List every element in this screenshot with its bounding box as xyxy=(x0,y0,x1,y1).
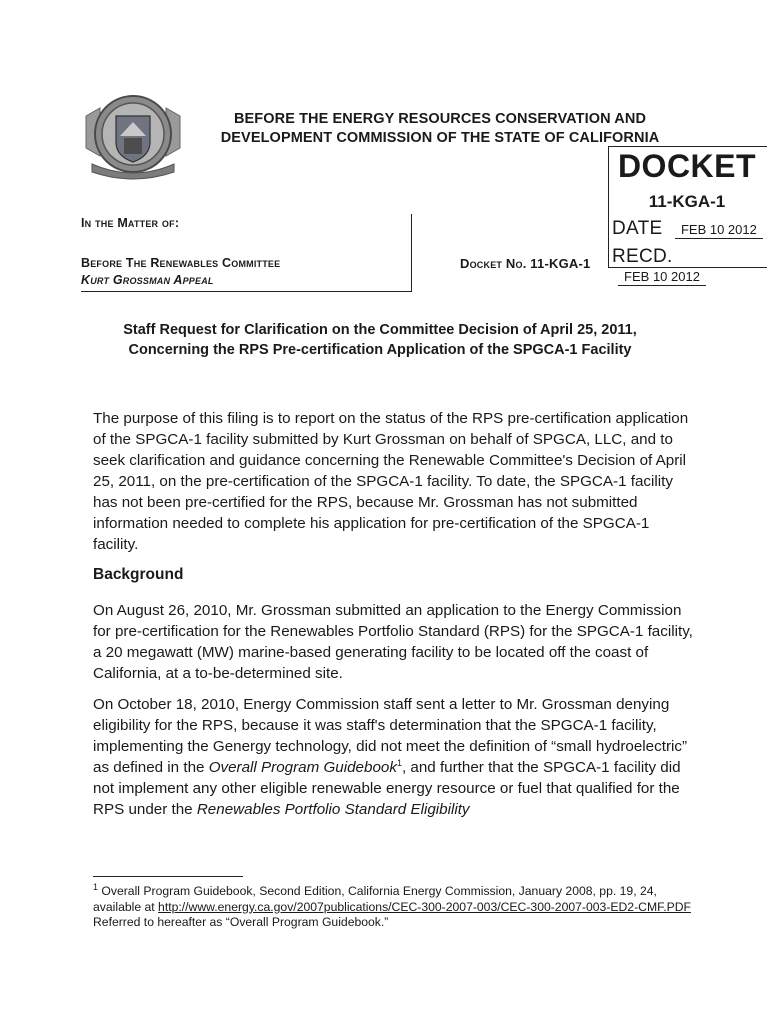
para3-italic-guidebook: Overall Program Guidebook xyxy=(208,759,397,776)
para3-text-b: , and further that the SPGCA-1 facility did not implement any other eligible renewable energy resource or fuel that qualified for the RPS under the xyxy=(93,759,681,818)
state-seal-logo xyxy=(78,86,188,184)
docket-recd-row xyxy=(612,246,770,286)
background-text-2 xyxy=(93,694,693,820)
kurt-grossman-appeal: Kurt Grossman Appeal xyxy=(81,273,214,287)
intro-paragraph xyxy=(93,408,693,555)
docket-date-value: FEB 10 2012 xyxy=(675,222,763,239)
commission-header xyxy=(200,110,680,148)
docket-recd-value: FEB 10 2012 xyxy=(618,269,706,286)
background-text-1: On August 26, 2010, Mr. Grossman submitted an application to the Energy Commission for pre-certification for the Renewables Portfolio Standard (RPS) for the SPGCA-1 facility, a 20 megawatt (MW) marine-based generating facility to be located off the coast of California, at a to-be-determined site. xyxy=(93,602,693,682)
para3-italic-rps: Renewables Portfolio Standard Eligibility xyxy=(196,801,470,818)
title-line-2: Concerning the RPS Pre-certification Application of the SPGCA-1 Facility xyxy=(128,342,632,358)
footnote-rule xyxy=(93,876,243,877)
docket-date-row xyxy=(612,218,763,240)
footnote-number: 1 xyxy=(93,881,99,892)
footnote-after: Referred to hereafter as “Overall Program Guidebook.” xyxy=(93,915,389,929)
header-line-1: BEFORE THE ENERGY RESOURCES CONSERVATION AND xyxy=(233,111,647,127)
caption-divider-vertical xyxy=(411,214,412,292)
title-line-1: Staff Request for Clarification on the Committee Decision of April 25, 2011, xyxy=(123,322,637,338)
docket-stamp-number: 11-KGA-1 xyxy=(648,192,726,211)
footnote-text: Overall Program Guidebook, Second Edition, California Energy Commission, January 2008, pp. 19, 24, available at xyxy=(93,884,657,914)
caption-docket-number: Docket No. 11-KGA-1 xyxy=(460,256,591,271)
intro-text: The purpose of this filing is to report on the status of the RPS pre-certification application of the SPGCA-1 facility submitted by Kurt Grossman on behalf of SPGCA, LLC, and to seek clarification and guidance concerning the Renewable Committee's Decision of April 25, 2011, on the pre-certification of the SPGCA-1 facility. To date, the SPGCA-1 facility has not been pre-certified for the RPS, because Mr. Grossman has not submitted information needed to complete his application for pre-certification of the SPGCA-1 facility. xyxy=(93,410,689,553)
in-the-matter-of: In the Matter of: xyxy=(81,216,180,230)
docket-recd-label: RECD. xyxy=(612,246,673,267)
before-renewables-committee: Before The Renewables Committee xyxy=(81,256,281,270)
header-line-2: DEVELOPMENT COMMISSION OF THE STATE OF CALIFORNIA xyxy=(220,130,660,146)
footnote-link[interactable]: http://www.energy.ca.gov/2007publications/CEC-300-2007-003/CEC-300-2007-003-ED2-CMF.PDF xyxy=(158,899,691,914)
docket-date-label: DATE xyxy=(612,218,663,239)
document-title xyxy=(100,320,660,360)
docket-stamp-title: DOCKET xyxy=(617,148,757,184)
background-paragraph-1 xyxy=(93,600,693,684)
background-paragraph-2 xyxy=(93,694,693,820)
background-heading: Background xyxy=(93,566,184,583)
para3-text-a: On October 18, 2010, Energy Commission staff sent a letter to Mr. Grossman denying eligibility for the RPS, because it was staff's determination that the SPGCA-1 facility, implementing the Genergy technology, did not meet the definition of “small hydroelectric” as defined in the xyxy=(93,696,688,776)
footnote-ref[interactable]: 1 xyxy=(396,757,402,768)
caption-divider-horizontal xyxy=(81,291,412,292)
footnote xyxy=(93,881,693,931)
